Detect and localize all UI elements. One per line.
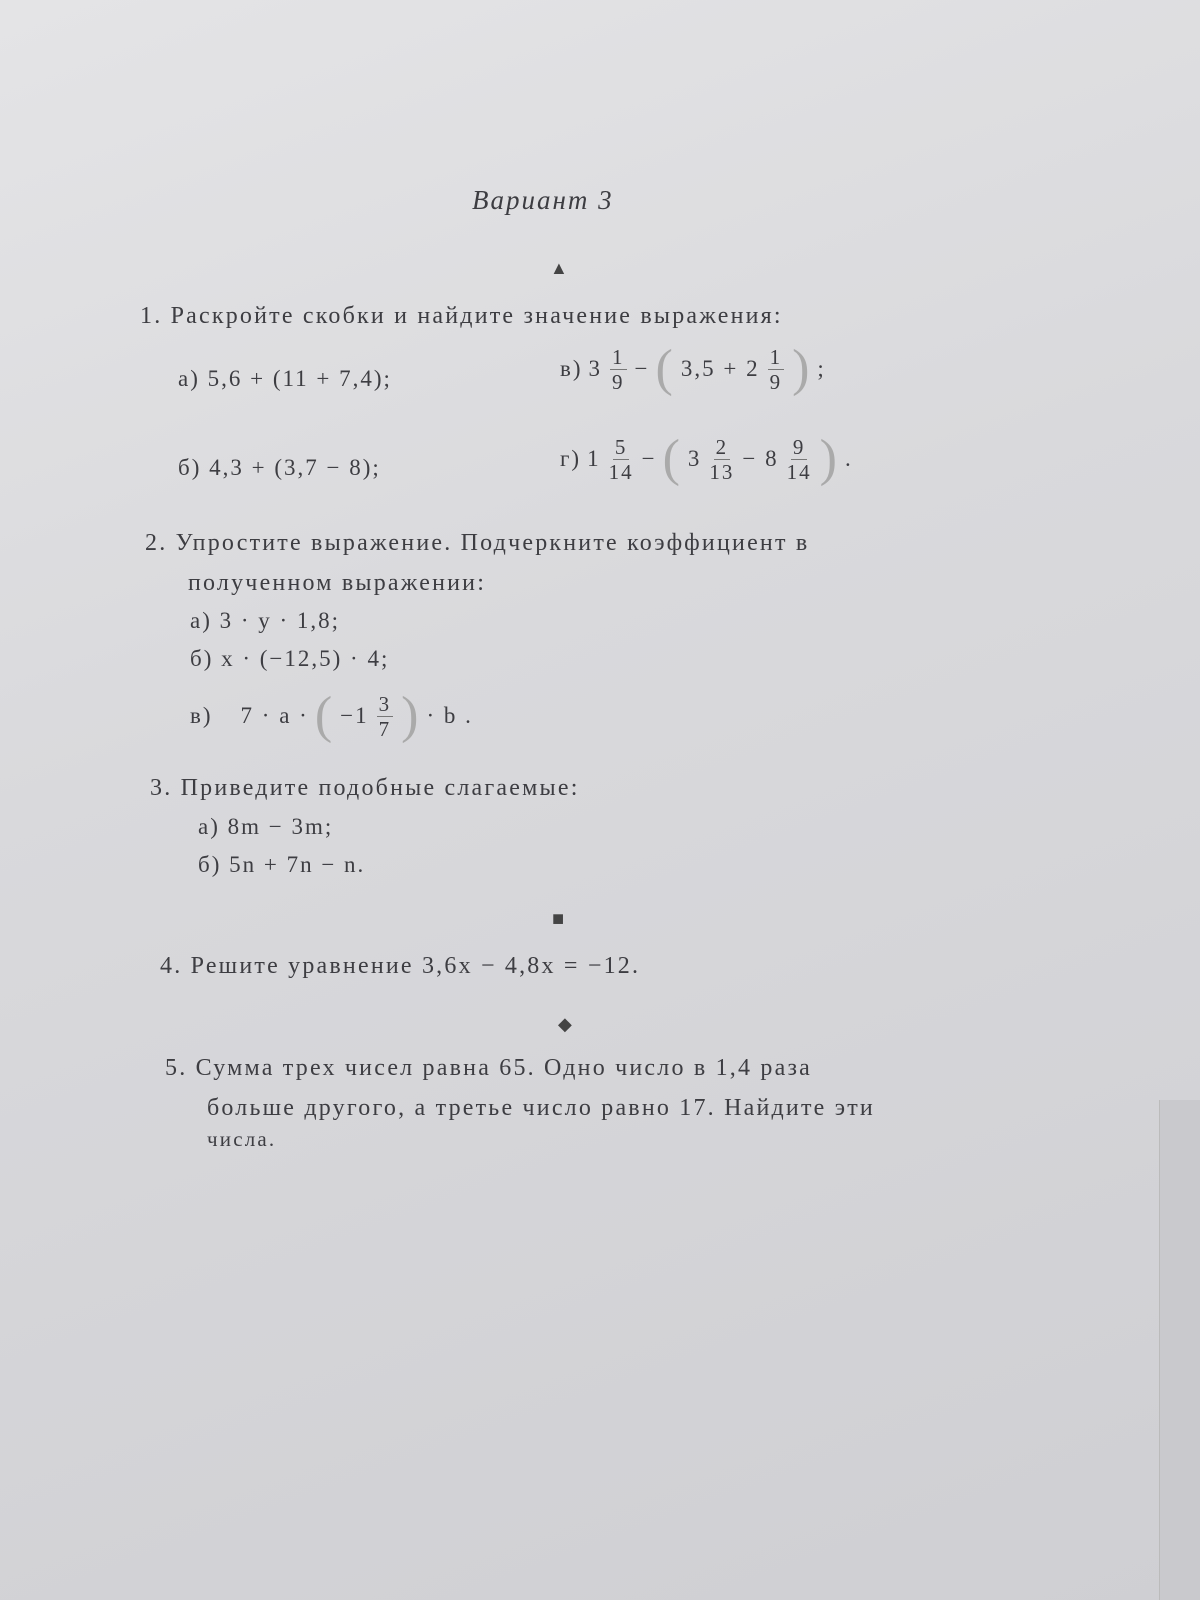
- problem-2-line1: 2. Упростите выражение. Подчеркните коэффициент в: [145, 530, 810, 556]
- punct: .: [844, 446, 853, 471]
- problem-1a: а) 5,6 + (11 + 7,4);: [178, 366, 392, 391]
- problem-1g: г) 1 $\frac{5}{14}$ − ( 3 $\frac{2}{13}$ − 8 $\frac{9}{14}$ ) .: [560, 430, 853, 487]
- level-triangle-icon: ▲: [550, 258, 568, 278]
- problem-5-line1: 5. Сумма трех чисел равна 65. Одно число в 1,4 раза: [165, 1055, 812, 1081]
- expression: 3,5 + 2: [680, 356, 760, 381]
- problem-1v: в) 3 $\frac{1}{9}$ − ( 3,5 + 2 $\frac{1}{9}$ ) ;: [560, 340, 826, 397]
- label: г): [560, 446, 582, 471]
- level-diamond-icon: ◆: [558, 1014, 572, 1034]
- expression: · b .: [426, 703, 473, 728]
- problem-1b: б) 4,3 + (3,7 − 8);: [178, 455, 381, 480]
- whole: −1: [340, 703, 369, 728]
- fraction: $\frac{9}{14}$: [786, 434, 812, 484]
- problem-5-line3: числа.: [207, 1127, 277, 1151]
- level-square-icon: ■: [552, 908, 565, 930]
- problem-3a: а) 8m − 3m;: [198, 814, 334, 839]
- problem-2v: в) 7 · a · ( −1 $\frac{3}{7}$ ) · b .: [190, 687, 473, 744]
- punct: ;: [817, 356, 826, 381]
- operator: − 8: [742, 446, 779, 471]
- whole: 1: [587, 446, 601, 471]
- operator: −: [634, 356, 650, 381]
- fraction: $\frac{5}{14}$: [608, 434, 634, 484]
- problem-2-line2: полученном выражении:: [188, 570, 487, 596]
- problem-5-line2: больше другого, а третье число равно 17. Найдите эти: [207, 1095, 875, 1121]
- label: в): [190, 703, 213, 728]
- problem-2a: а) 3 · y · 1,8;: [190, 608, 341, 633]
- problem-3-text: 3. Приведите подобные слагаемые:: [150, 775, 580, 801]
- label: в): [560, 356, 583, 381]
- expression: 7 · a ·: [240, 703, 309, 728]
- operator: −: [641, 446, 657, 471]
- whole: 3: [588, 356, 603, 381]
- variant-title: Вариант 3: [472, 185, 614, 215]
- problem-2b: б) x · (−12,5) · 4;: [190, 646, 390, 671]
- fraction: $\frac{3}{7}$: [378, 691, 392, 741]
- problem-3b: б) 5n + 7n − n.: [198, 852, 366, 877]
- whole: 3: [687, 446, 702, 471]
- fraction: $\frac{1}{9}$: [769, 344, 783, 394]
- fraction: $\frac{2}{13}$: [709, 434, 735, 484]
- problem-4-text: 4. Решите уравнение 3,6x − 4,8x = −12.: [160, 953, 641, 979]
- fraction: $\frac{1}{9}$: [612, 344, 625, 394]
- adjacent-paper-edge: [1159, 1100, 1200, 1600]
- problem-1-text: 1. Раскройте скобки и найдите значение выражения:: [140, 303, 783, 329]
